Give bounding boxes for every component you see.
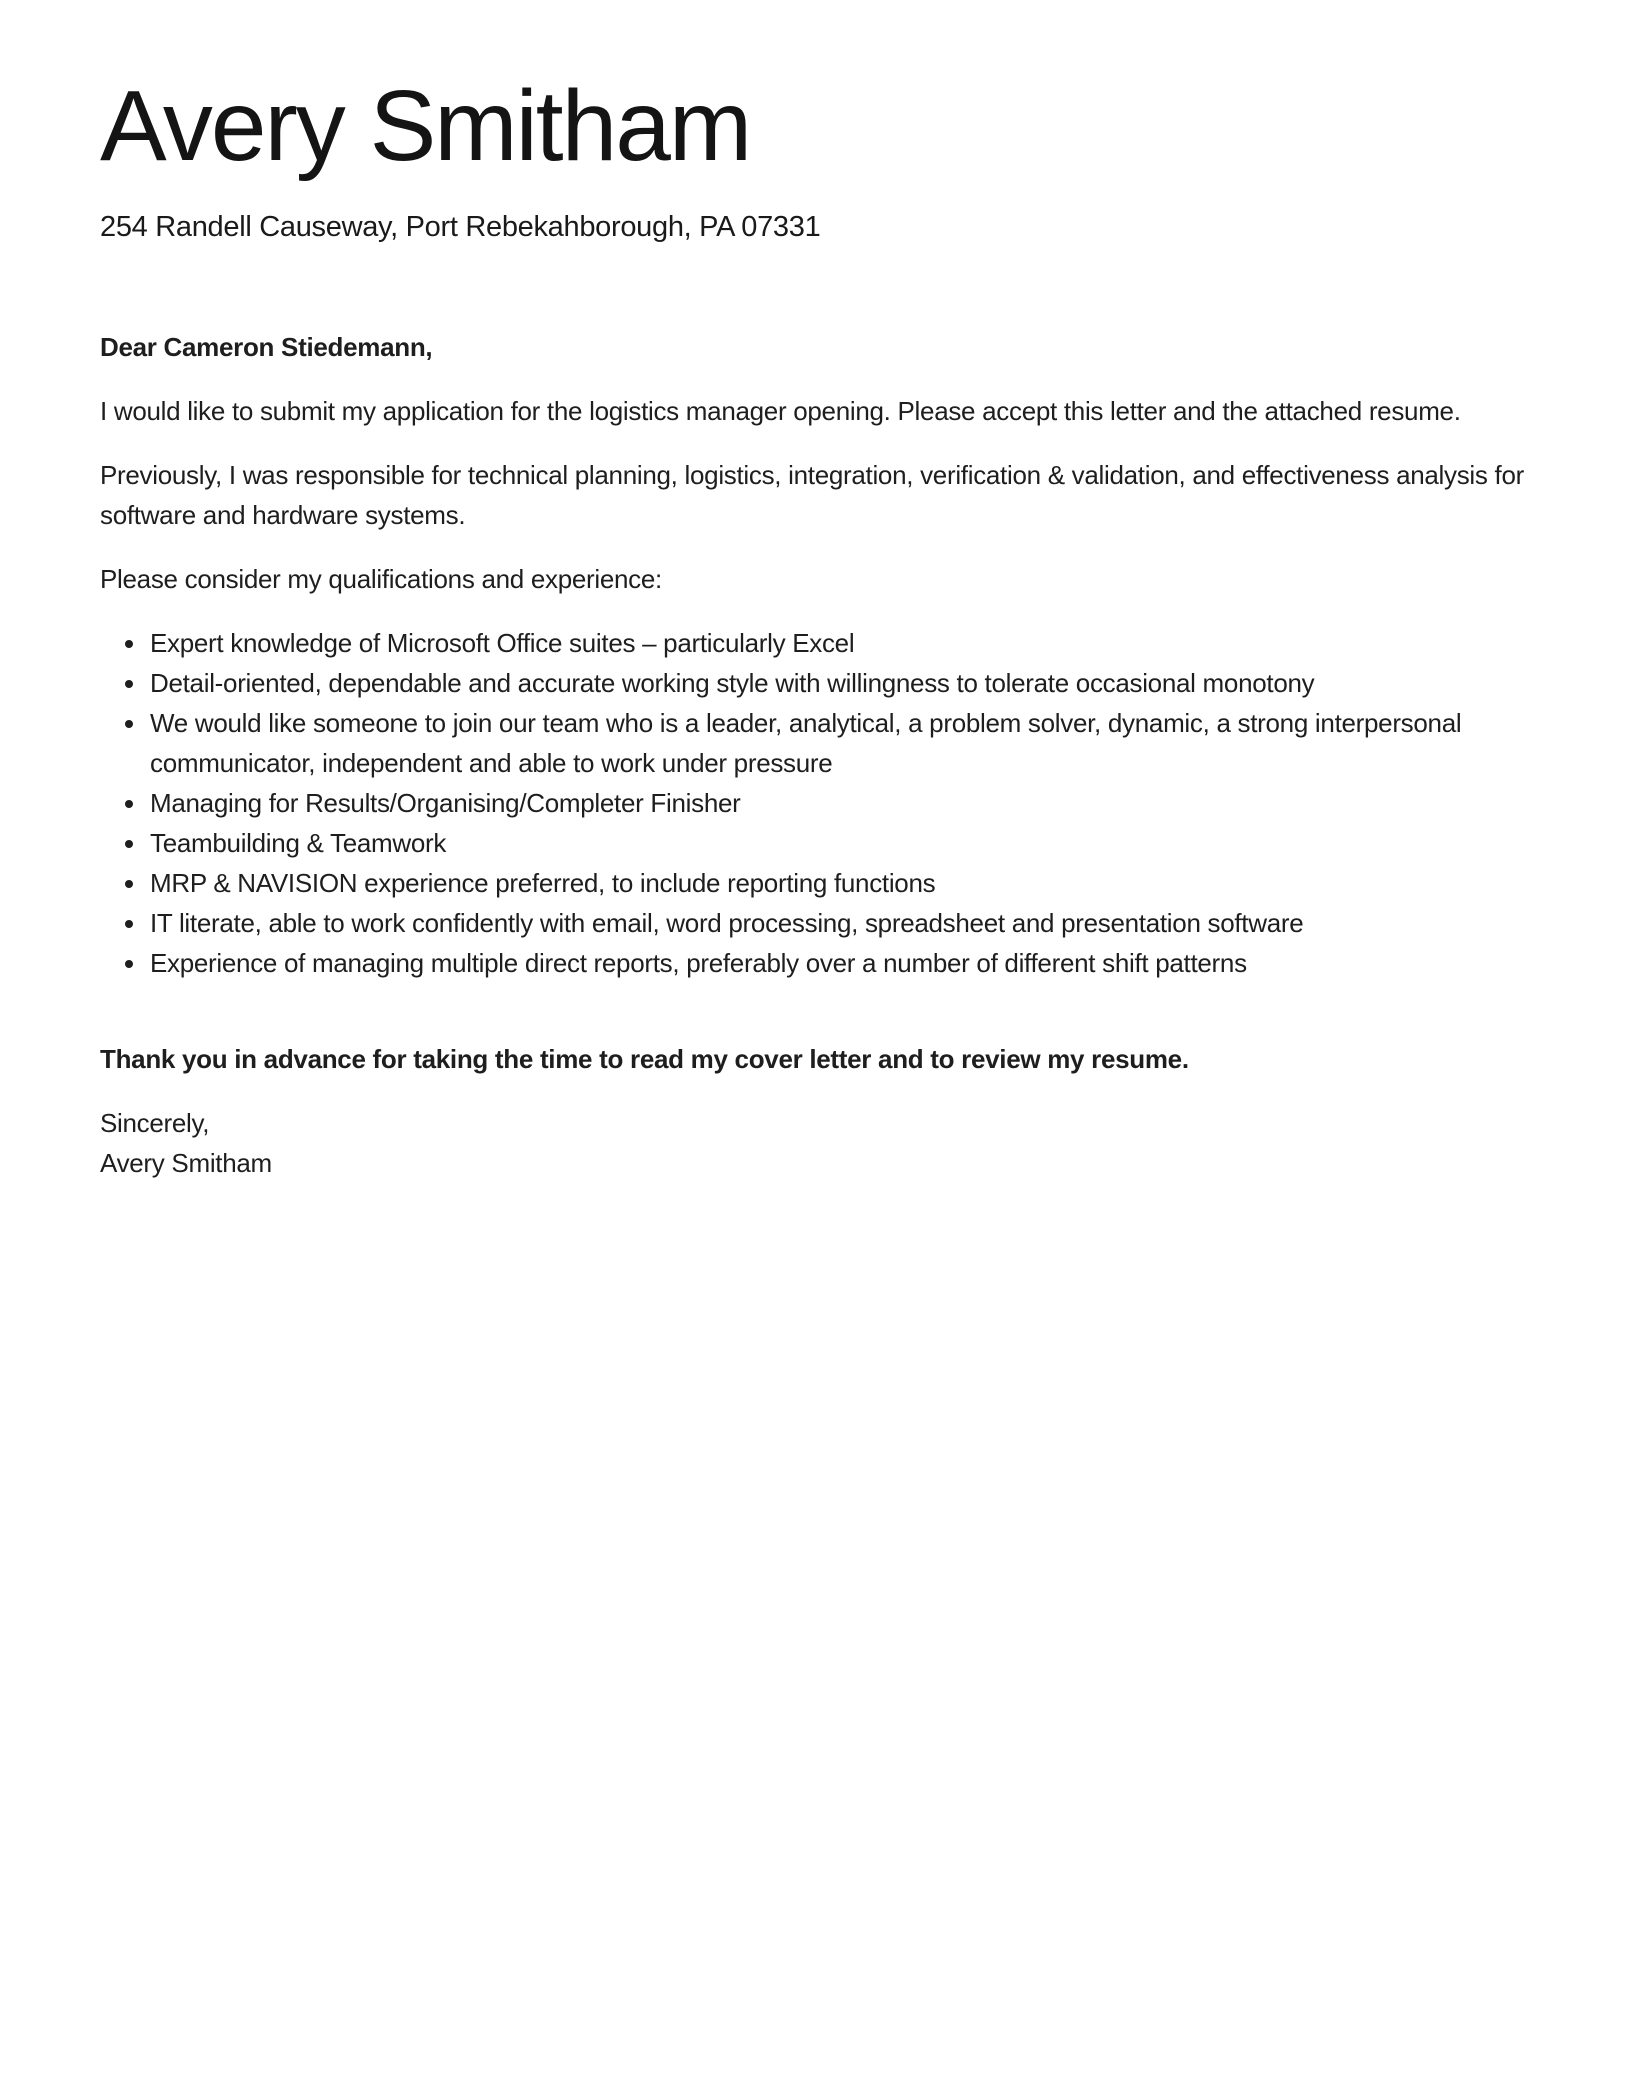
paragraph-previous-role: Previously, I was responsible for technical planning, logistics, integration, verification & validation, and effectiveness analysis for software and hardware systems. <box>100 460 1524 530</box>
letter-body <box>100 327 1532 1183</box>
sign-off: Sincerely, <box>100 1108 210 1138</box>
closing-block <box>100 1103 1532 1183</box>
qualification-item: • Teambuilding & Teamwork <box>148 823 1532 863</box>
paragraph-intro: I would like to submit my application for the logistics manager opening. Please accept this letter and the attached resume. <box>100 396 1461 426</box>
qualification-item: • We would like someone to join our team who is a leader, analytical, a problem solver, dynamic, a strong interpersonal communicator, independent and able to work under pressure <box>148 703 1532 783</box>
applicant-address: 254 Randell Causeway, Port Rebekahborough, PA 07331 <box>100 211 821 243</box>
qualification-item: • MRP & NAVISION experience preferred, to include reporting functions <box>148 863 1532 903</box>
signature-name: Avery Smitham <box>100 1148 272 1178</box>
qualification-item: • Detail-oriented, dependable and accurate working style with willingness to tolerate occasional monotony <box>148 663 1532 703</box>
qualifications-list <box>100 623 1532 983</box>
applicant-name: Avery Smitham <box>100 70 751 182</box>
letter-header <box>100 70 1532 247</box>
thank-you-line: Thank you in advance for taking the time to read my cover letter and to review my resume. <box>100 1044 1189 1074</box>
qualification-item: • Experience of managing multiple direct reports, preferably over a number of different shift patterns <box>148 943 1532 983</box>
salutation: Dear Cameron Stiedemann, <box>100 332 433 362</box>
paragraph-qualifications-lead-in: Please consider my qualifications and experience: <box>100 564 662 594</box>
qualification-item: • Managing for Results/Organising/Completer Finisher <box>148 783 1532 823</box>
qualification-item: • Expert knowledge of Microsoft Office suites – particularly Excel <box>148 623 1532 663</box>
qualification-item: • IT literate, able to work confidently with email, word processing, spreadsheet and presentation software <box>148 903 1532 943</box>
